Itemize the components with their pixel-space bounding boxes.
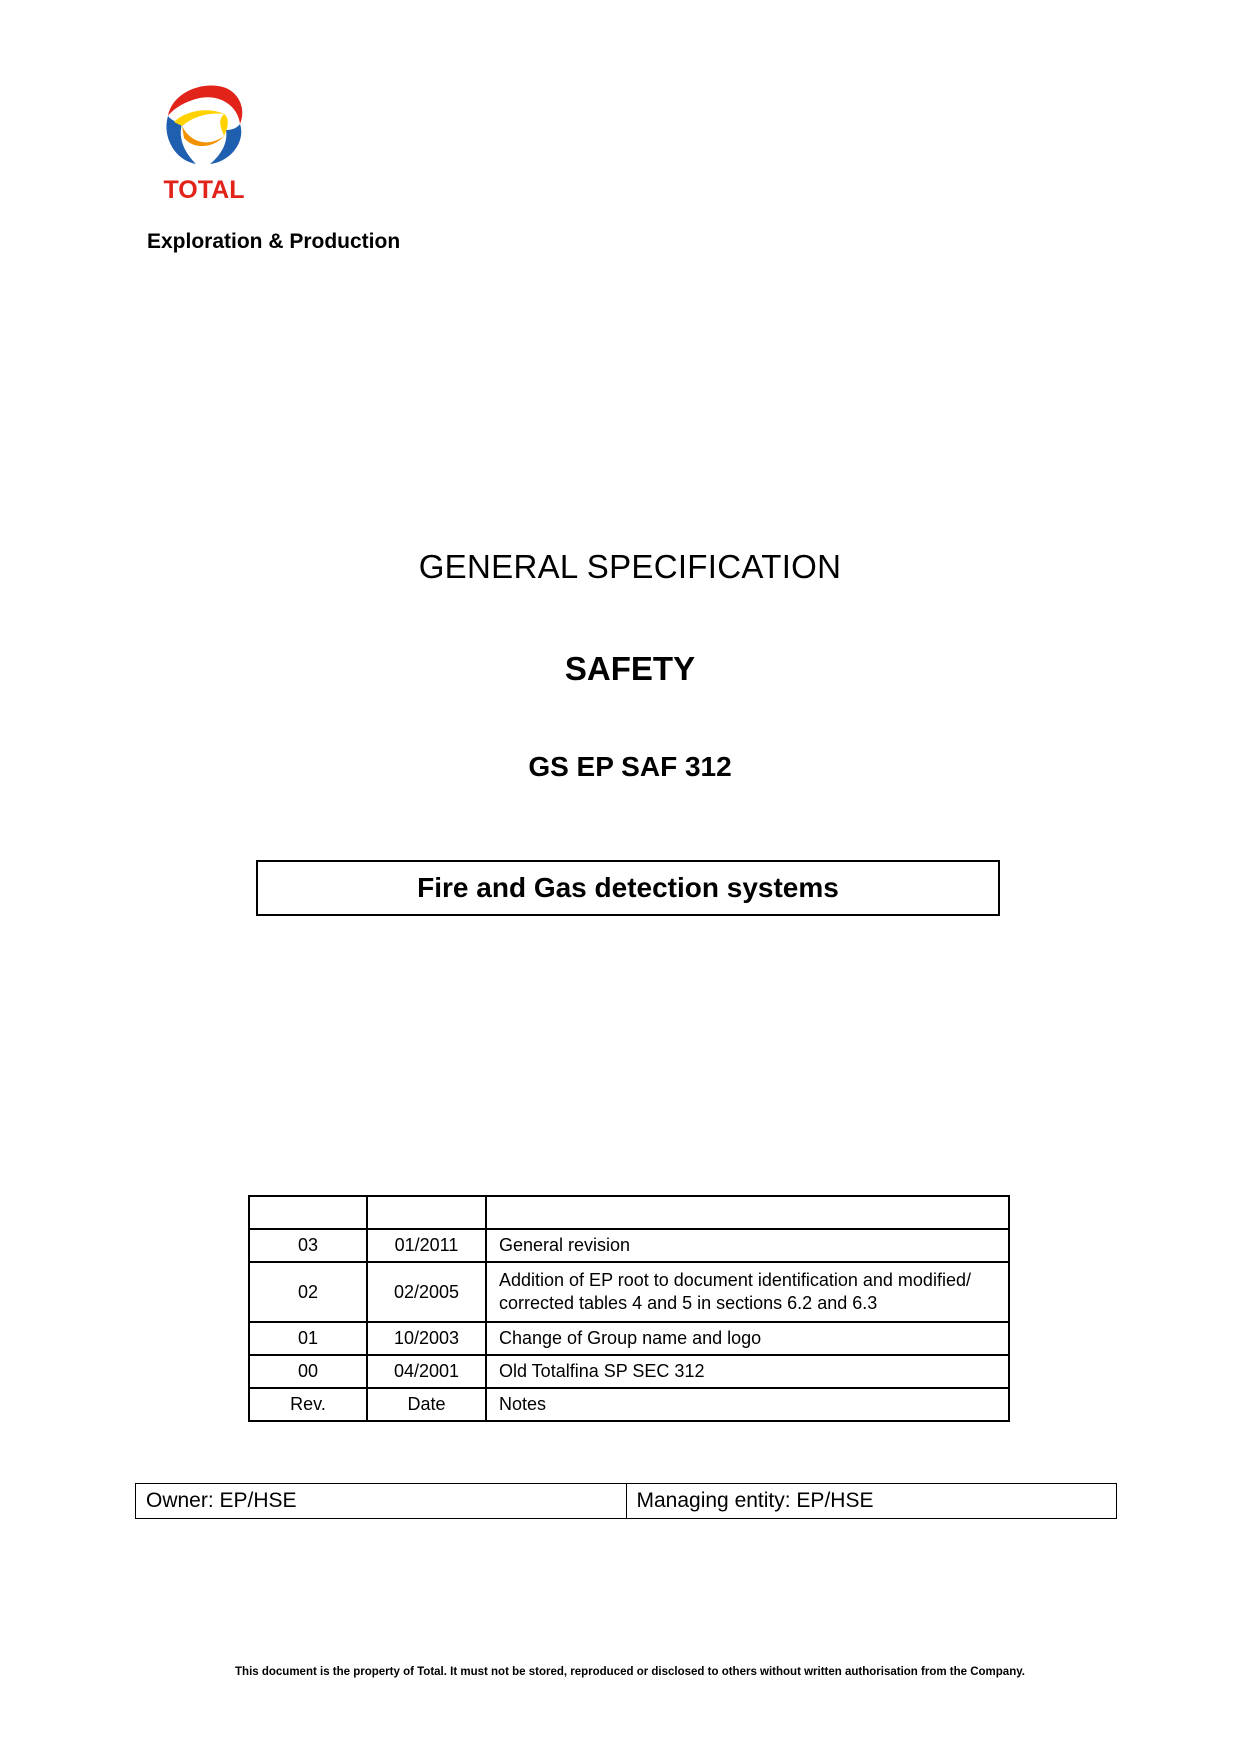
- rev-cell: 00: [249, 1355, 367, 1388]
- empty-cell: [249, 1196, 367, 1229]
- table-row: [136, 1484, 1117, 1519]
- rev-cell: 02: [249, 1262, 367, 1322]
- date-cell: 01/2011: [367, 1229, 486, 1262]
- table-header-row: [249, 1388, 1009, 1421]
- table-row: [249, 1196, 1009, 1229]
- logo-wordmark: TOTAL: [163, 176, 245, 204]
- date-header: Date: [367, 1388, 486, 1421]
- company-logo: [154, 76, 254, 206]
- rev-cell: 01: [249, 1322, 367, 1355]
- notes-cell: Addition of EP root to document identification and modified/ corrected tables 4 and 5 in sections 6.2 and 6.3: [486, 1262, 1009, 1322]
- document-type: GENERAL SPECIFICATION: [418, 548, 842, 585]
- rev-header: Rev.: [249, 1388, 367, 1421]
- table-row: [249, 1355, 1009, 1388]
- document-subject-box: [256, 860, 1000, 916]
- owner-cell: Owner: EP/HSE: [136, 1484, 627, 1519]
- ownership-table: [135, 1483, 1117, 1519]
- rev-cell: 03: [249, 1229, 367, 1262]
- table-row: [249, 1262, 1009, 1322]
- confidentiality-notice: This document is the property of Total. It must not be stored, reproduced or disclosed to others without written authorisation from the Company.: [235, 1666, 1025, 1678]
- empty-cell: [486, 1196, 1009, 1229]
- table-row: [249, 1322, 1009, 1355]
- notes-cell: Old Totalfina SP SEC 312: [486, 1355, 1009, 1388]
- notes-cell: General revision: [486, 1229, 1009, 1262]
- document-subject: Fire and Gas detection systems: [417, 872, 839, 903]
- managing-entity-cell: Managing entity: EP/HSE: [626, 1484, 1117, 1519]
- date-cell: 02/2005: [367, 1262, 486, 1322]
- notes-header: Notes: [486, 1388, 1009, 1421]
- total-logo-icon: [154, 76, 254, 176]
- table-row: [249, 1229, 1009, 1262]
- date-cell: 10/2003: [367, 1322, 486, 1355]
- document-code: GS EP SAF 312: [528, 751, 732, 782]
- document-domain: SAFETY: [564, 650, 696, 687]
- revision-table: [248, 1195, 1010, 1422]
- division-label: Exploration & Production: [147, 230, 401, 253]
- empty-cell: [367, 1196, 486, 1229]
- notes-cell: Change of Group name and logo: [486, 1322, 1009, 1355]
- date-cell: 04/2001: [367, 1355, 486, 1388]
